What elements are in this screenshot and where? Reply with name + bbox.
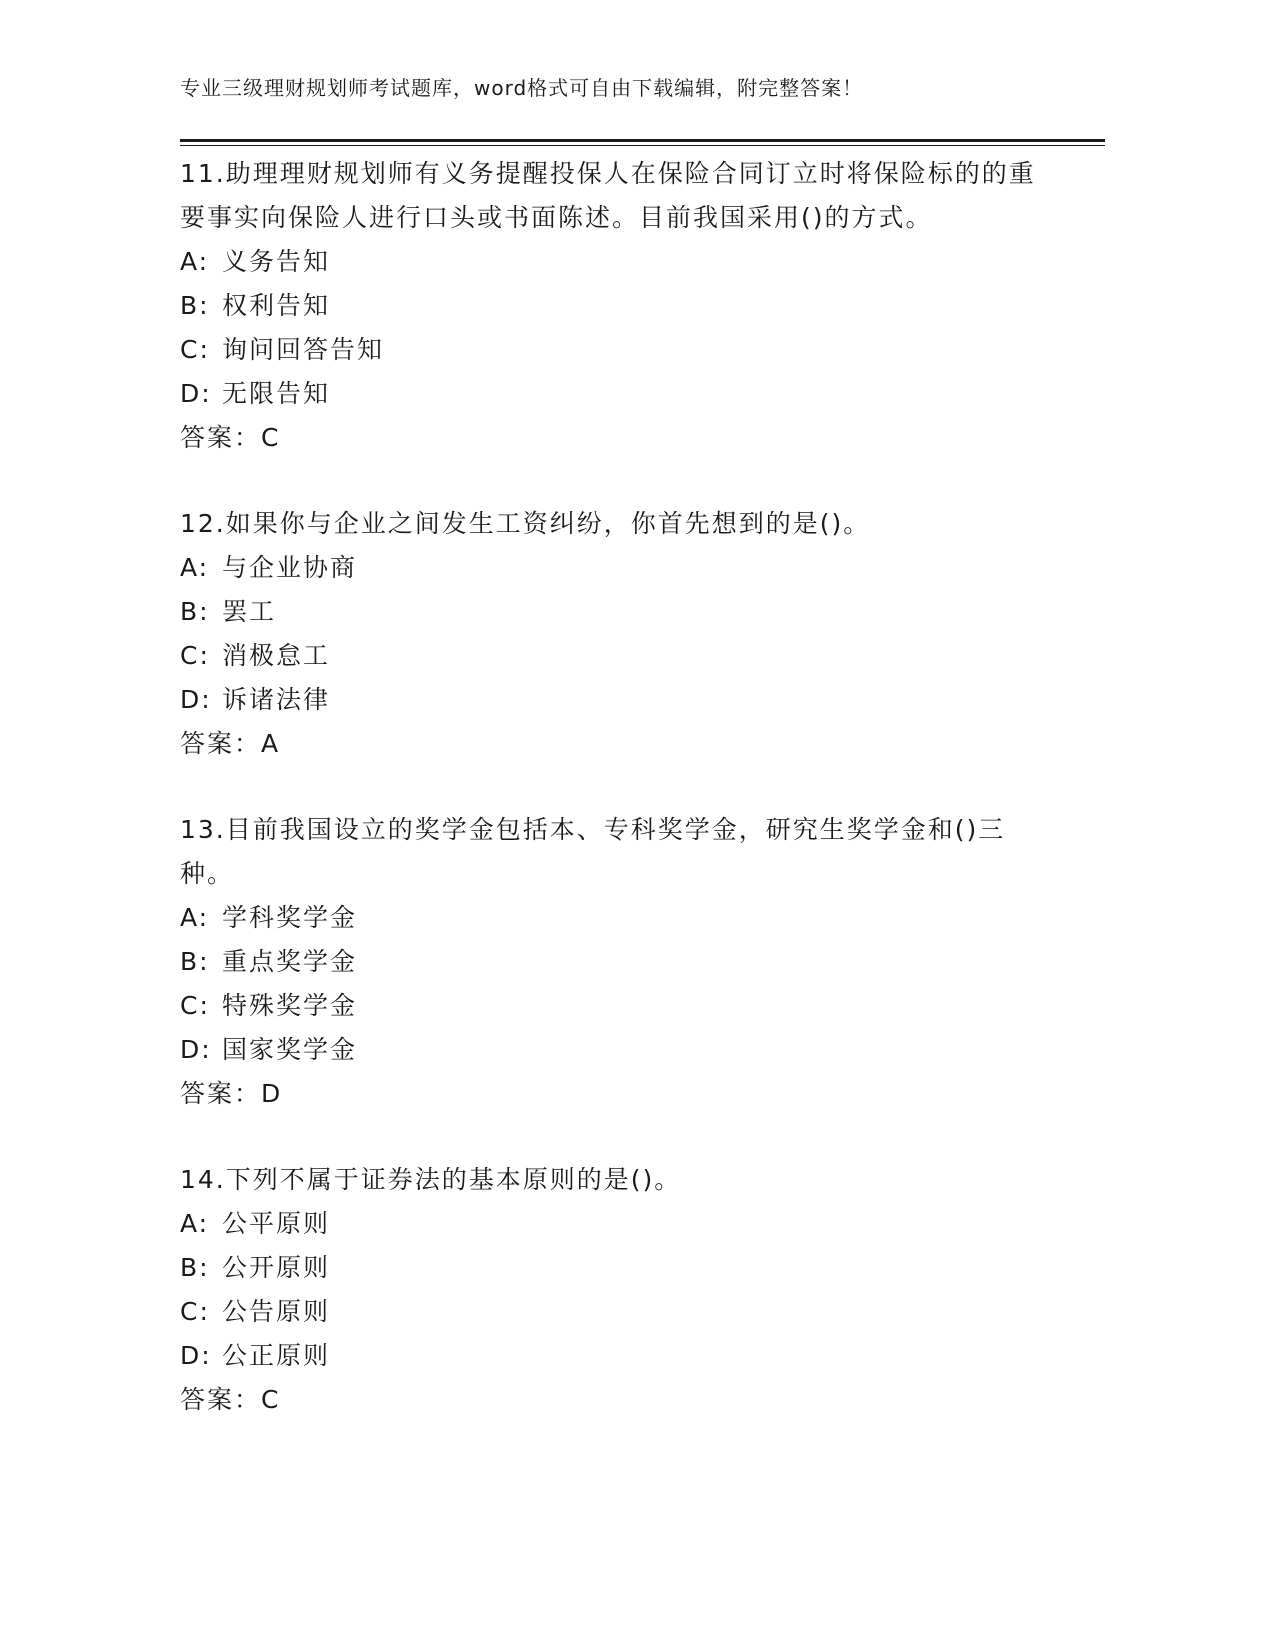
- option-text: 学科奖学金: [222, 903, 358, 932]
- option-text: 特殊奖学金: [222, 991, 358, 1020]
- option-letter: C:: [180, 641, 210, 670]
- option-a: [180, 896, 1040, 940]
- option-letter: D:: [180, 379, 212, 408]
- option-text: 公平原则: [222, 1209, 331, 1238]
- option-text: 义务告知: [222, 247, 331, 276]
- option-letter: C:: [180, 335, 210, 364]
- option-letter: B:: [180, 597, 210, 626]
- option-a: [180, 1202, 1040, 1246]
- option-letter: C:: [180, 1297, 210, 1326]
- option-text: 公告原则: [222, 1297, 331, 1326]
- question-12: [180, 502, 1040, 766]
- option-letter: C:: [180, 991, 210, 1020]
- question-text: 12.如果你与企业之间发生工资纠纷，你首先想到的是()。: [180, 509, 871, 538]
- option-d: [180, 1334, 1040, 1378]
- answer-line: 答案：C: [180, 423, 281, 452]
- option-text: 无限告知: [222, 379, 331, 408]
- option-text: 权利告知: [222, 291, 331, 320]
- option-b: [180, 590, 1040, 634]
- question-list: [180, 152, 1040, 1464]
- option-letter: D:: [180, 685, 212, 714]
- option-a: [180, 546, 1040, 590]
- option-text: 与企业协商: [222, 553, 358, 582]
- option-letter: B:: [180, 1253, 210, 1282]
- header-rule-thick: [180, 139, 1105, 142]
- answer-line: 答案：A: [180, 729, 281, 758]
- option-c: [180, 1290, 1040, 1334]
- question-text: 14.下列不属于证券法的基本原则的是()。: [180, 1165, 682, 1194]
- question-11: [180, 152, 1040, 460]
- option-d: [180, 678, 1040, 722]
- option-b: [180, 284, 1040, 328]
- option-text: 诉诸法律: [222, 685, 331, 714]
- option-text: 公开原则: [222, 1253, 331, 1282]
- option-b: [180, 940, 1040, 984]
- option-letter: A:: [180, 903, 210, 932]
- option-text: 消极怠工: [222, 641, 331, 670]
- option-a: [180, 240, 1040, 284]
- option-letter: D:: [180, 1035, 212, 1064]
- option-letter: A:: [180, 1209, 210, 1238]
- option-c: [180, 984, 1040, 1028]
- option-letter: B:: [180, 947, 210, 976]
- option-c: [180, 634, 1040, 678]
- option-c: [180, 328, 1040, 372]
- question-14: [180, 1158, 1040, 1422]
- question-text: 11.助理理财规划师有义务提醒投保人在保险合同订立时将保险标的的重要事实向保险人进行口头或书面陈述。目前我国采用()的方式。: [180, 159, 1036, 232]
- option-text: 罢工: [222, 597, 277, 626]
- option-text: 公正原则: [222, 1341, 331, 1370]
- option-letter: D:: [180, 1341, 212, 1370]
- document-header: 专业三级理财规划师考试题库，word格式可自由下载编辑，附完整答案！: [180, 76, 864, 100]
- option-d: [180, 372, 1040, 416]
- option-d: [180, 1028, 1040, 1072]
- option-text: 国家奖学金: [222, 1035, 358, 1064]
- option-text: 重点奖学金: [222, 947, 358, 976]
- option-letter: A:: [180, 247, 210, 276]
- question-13: [180, 808, 1040, 1116]
- option-letter: B:: [180, 291, 210, 320]
- header-rule-thin: [180, 145, 1105, 146]
- option-text: 询问回答告知: [222, 335, 385, 364]
- answer-line: 答案：D: [180, 1079, 283, 1108]
- option-b: [180, 1246, 1040, 1290]
- answer-line: 答案：C: [180, 1385, 281, 1414]
- question-text: 13.目前我国设立的奖学金包括本、专科奖学金，研究生奖学金和()三种。: [180, 815, 1006, 888]
- option-letter: A:: [180, 553, 210, 582]
